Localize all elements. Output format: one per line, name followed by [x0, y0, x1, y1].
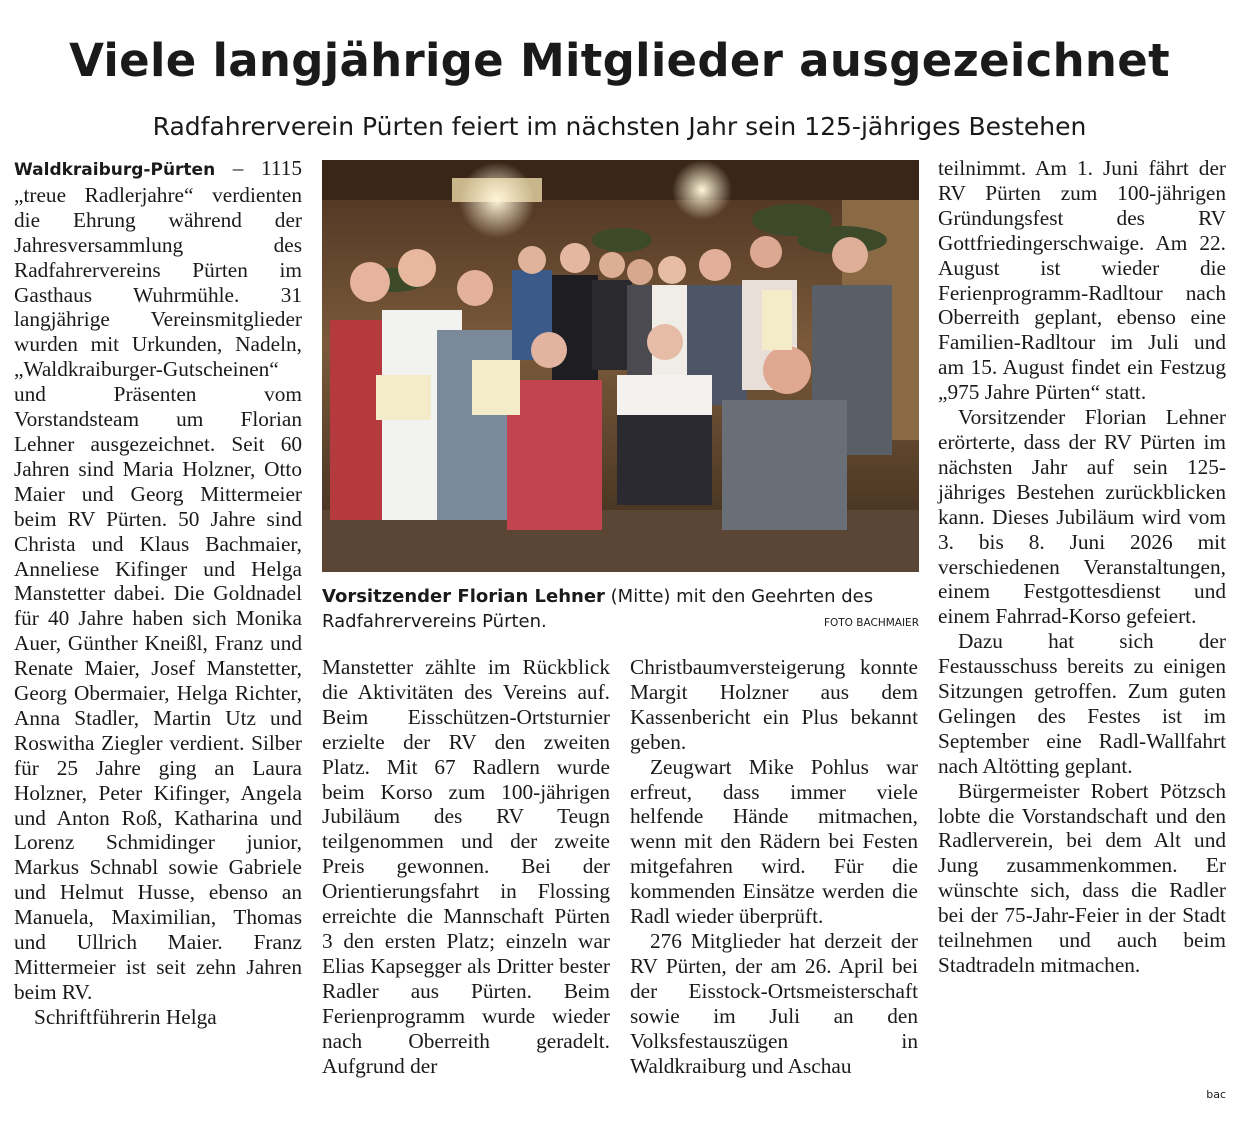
author-tag: bac	[1206, 1088, 1226, 1101]
paragraph: Dazu hat sich der Festausschuss bereits zu einigen Sitzungen getroffen. Zum guten Gelingen des Festes ist im September eine Radl-Wallfahrt nach Altötting geplant.	[938, 629, 1226, 778]
paragraph-text: – 1115 „treue Radlerjahre“ verdienten die Ehrung während der Jahresversammlung des Radfahrervereins Pürten im Gasthaus Wuhrmühle. 31 langjährige Vereinsmitglieder wurden mit Urkunden, Nadeln, „Waldkraiburger-Gutscheinen“ und Präsenten vom Vorstandsteam um Florian Lehner ausgezeichnet. Seit 60 Jahren sind Maria Holzner, Otto Maier und Georg Mittermeier beim RV Pürten. 50 Jahre sind Christa und Klaus Bachmaier, Anneliese Kifinger und Helga Manstetter dabei. Die Goldnadel für 40 Jahre haben sich Monika Auer, Günther Kneißl, Franz und Renate Maier, Josef Manstetter, Georg Obermaier, Helga Richter, Anna Stadler, Martin Utz und Roswitha Ziegler verdient. Silber für 25 Jahre ging an Laura Holzner, Peter Kifinger, Angela und Anton Roß, Katharina und Lorenz Schmidinger junior, Markus Schnabl sowie Gabriele und Helmut Husse, ebenso an Manuela, Maximilian, Thomas und Ullrich Maier. Franz Mittermeier ist seit zehn Jahren beim RV.	[14, 156, 302, 1004]
text-column-2	[322, 655, 610, 1078]
text-column-3	[630, 655, 918, 1078]
paragraph: Vorsitzender Florian Lehner erörterte, dass der RV Pürten im nächsten Jahr auf sein 125-jähriges Bestehen zurückblicken kann. Dieses Jubiläum wird vom 3. bis 8. Juni 2026 mit verschiedenen Veranstaltungen, einem Festgottesdienst und einem Fahrrad-Korso gefeiert.	[938, 405, 1226, 629]
paragraph: Christbaumversteigerung konnte Margit Holzner aus dem Kassenbericht ein Plus bekannt geben.	[630, 655, 918, 754]
group-photo	[322, 160, 919, 572]
dateline: Waldkraiburg-Pürten	[14, 160, 216, 180]
text-column-4	[938, 156, 1226, 978]
caption-name: Vorsitzender Florian Lehner	[322, 586, 605, 607]
text-column-1	[14, 156, 302, 1030]
paragraph	[14, 156, 302, 1005]
paragraph: Zeugwart Mike Pohlus war erfreut, dass immer viele helfende Hände mitmachen, wenn mit den Rädern bei Festen mitgefahren wird. Für die kommenden Einsätze werden die Radl wieder überprüft.	[630, 754, 918, 929]
article-headline: Viele langjährige Mitglieder ausgezeichnet	[69, 34, 1170, 87]
paragraph: 276 Mitglieder hat derzeit der RV Pürten, der am 26. April bei der Eisstock-Ortsmeisterschaft sowie im Juli an den Volksfestauszügen in Waldkraiburg und Aschau	[630, 928, 918, 1078]
article-subheadline: Radfahrerverein Pürten feiert im nächsten Jahr sein 125-jähriges Bestehen	[152, 112, 1087, 141]
paragraph: Manstetter zählte im Rückblick die Aktivitäten des Vereins auf. Beim Eisschützen-Ortsturnier erzielte der RV den zweiten Platz. Mit 67 Radlern wurde beim Korso zum 100-jährigen Jubiläum des RV Teugn teilgenommen und der zweite Preis gewonnen. Bei der Orientierungsfahrt in Flossing erreichte die Mannschaft Pürten 3 den ersten Platz; einzeln war Elias Kapsegger als Dritter bester Radler aus Pürten. Beim Ferienprogramm wurde wieder nach Oberreith geradelt. Aufgrund der	[322, 655, 610, 1078]
group-photo-image	[322, 160, 919, 572]
paragraph: Bürgermeister Robert Pötzsch lobte die Vorstandschaft und den Radlerverein, bei dem Alt und Jung zusammenkommen. Er wünschte sich, dass die Radler bei der 75-Jahr-Feier in der Stadt teilnehmen und auch beim Stadtradeln mitmachen.	[938, 778, 1226, 977]
photo-credit: FOTO BACHMAIER	[823, 617, 919, 629]
caption-text: (Mitte) mit den Geehrten des Radfahrervereins Pürten.	[322, 586, 874, 632]
paragraph: teilnimmt. Am 1. Juni fährt der RV Pürten zum 100-jährigen Gründungsfest des RV Gottfriedingerschwaige. Am 22. August ist wieder die Ferienprogramm-Radltour nach Oberreith geplant, ebenso eine Familien-Radltour im Juli und am 15. August findet ein Festzug „975 Jahre Pürten“ statt.	[938, 156, 1226, 405]
paragraph: Schriftführerin Helga	[34, 1004, 217, 1029]
